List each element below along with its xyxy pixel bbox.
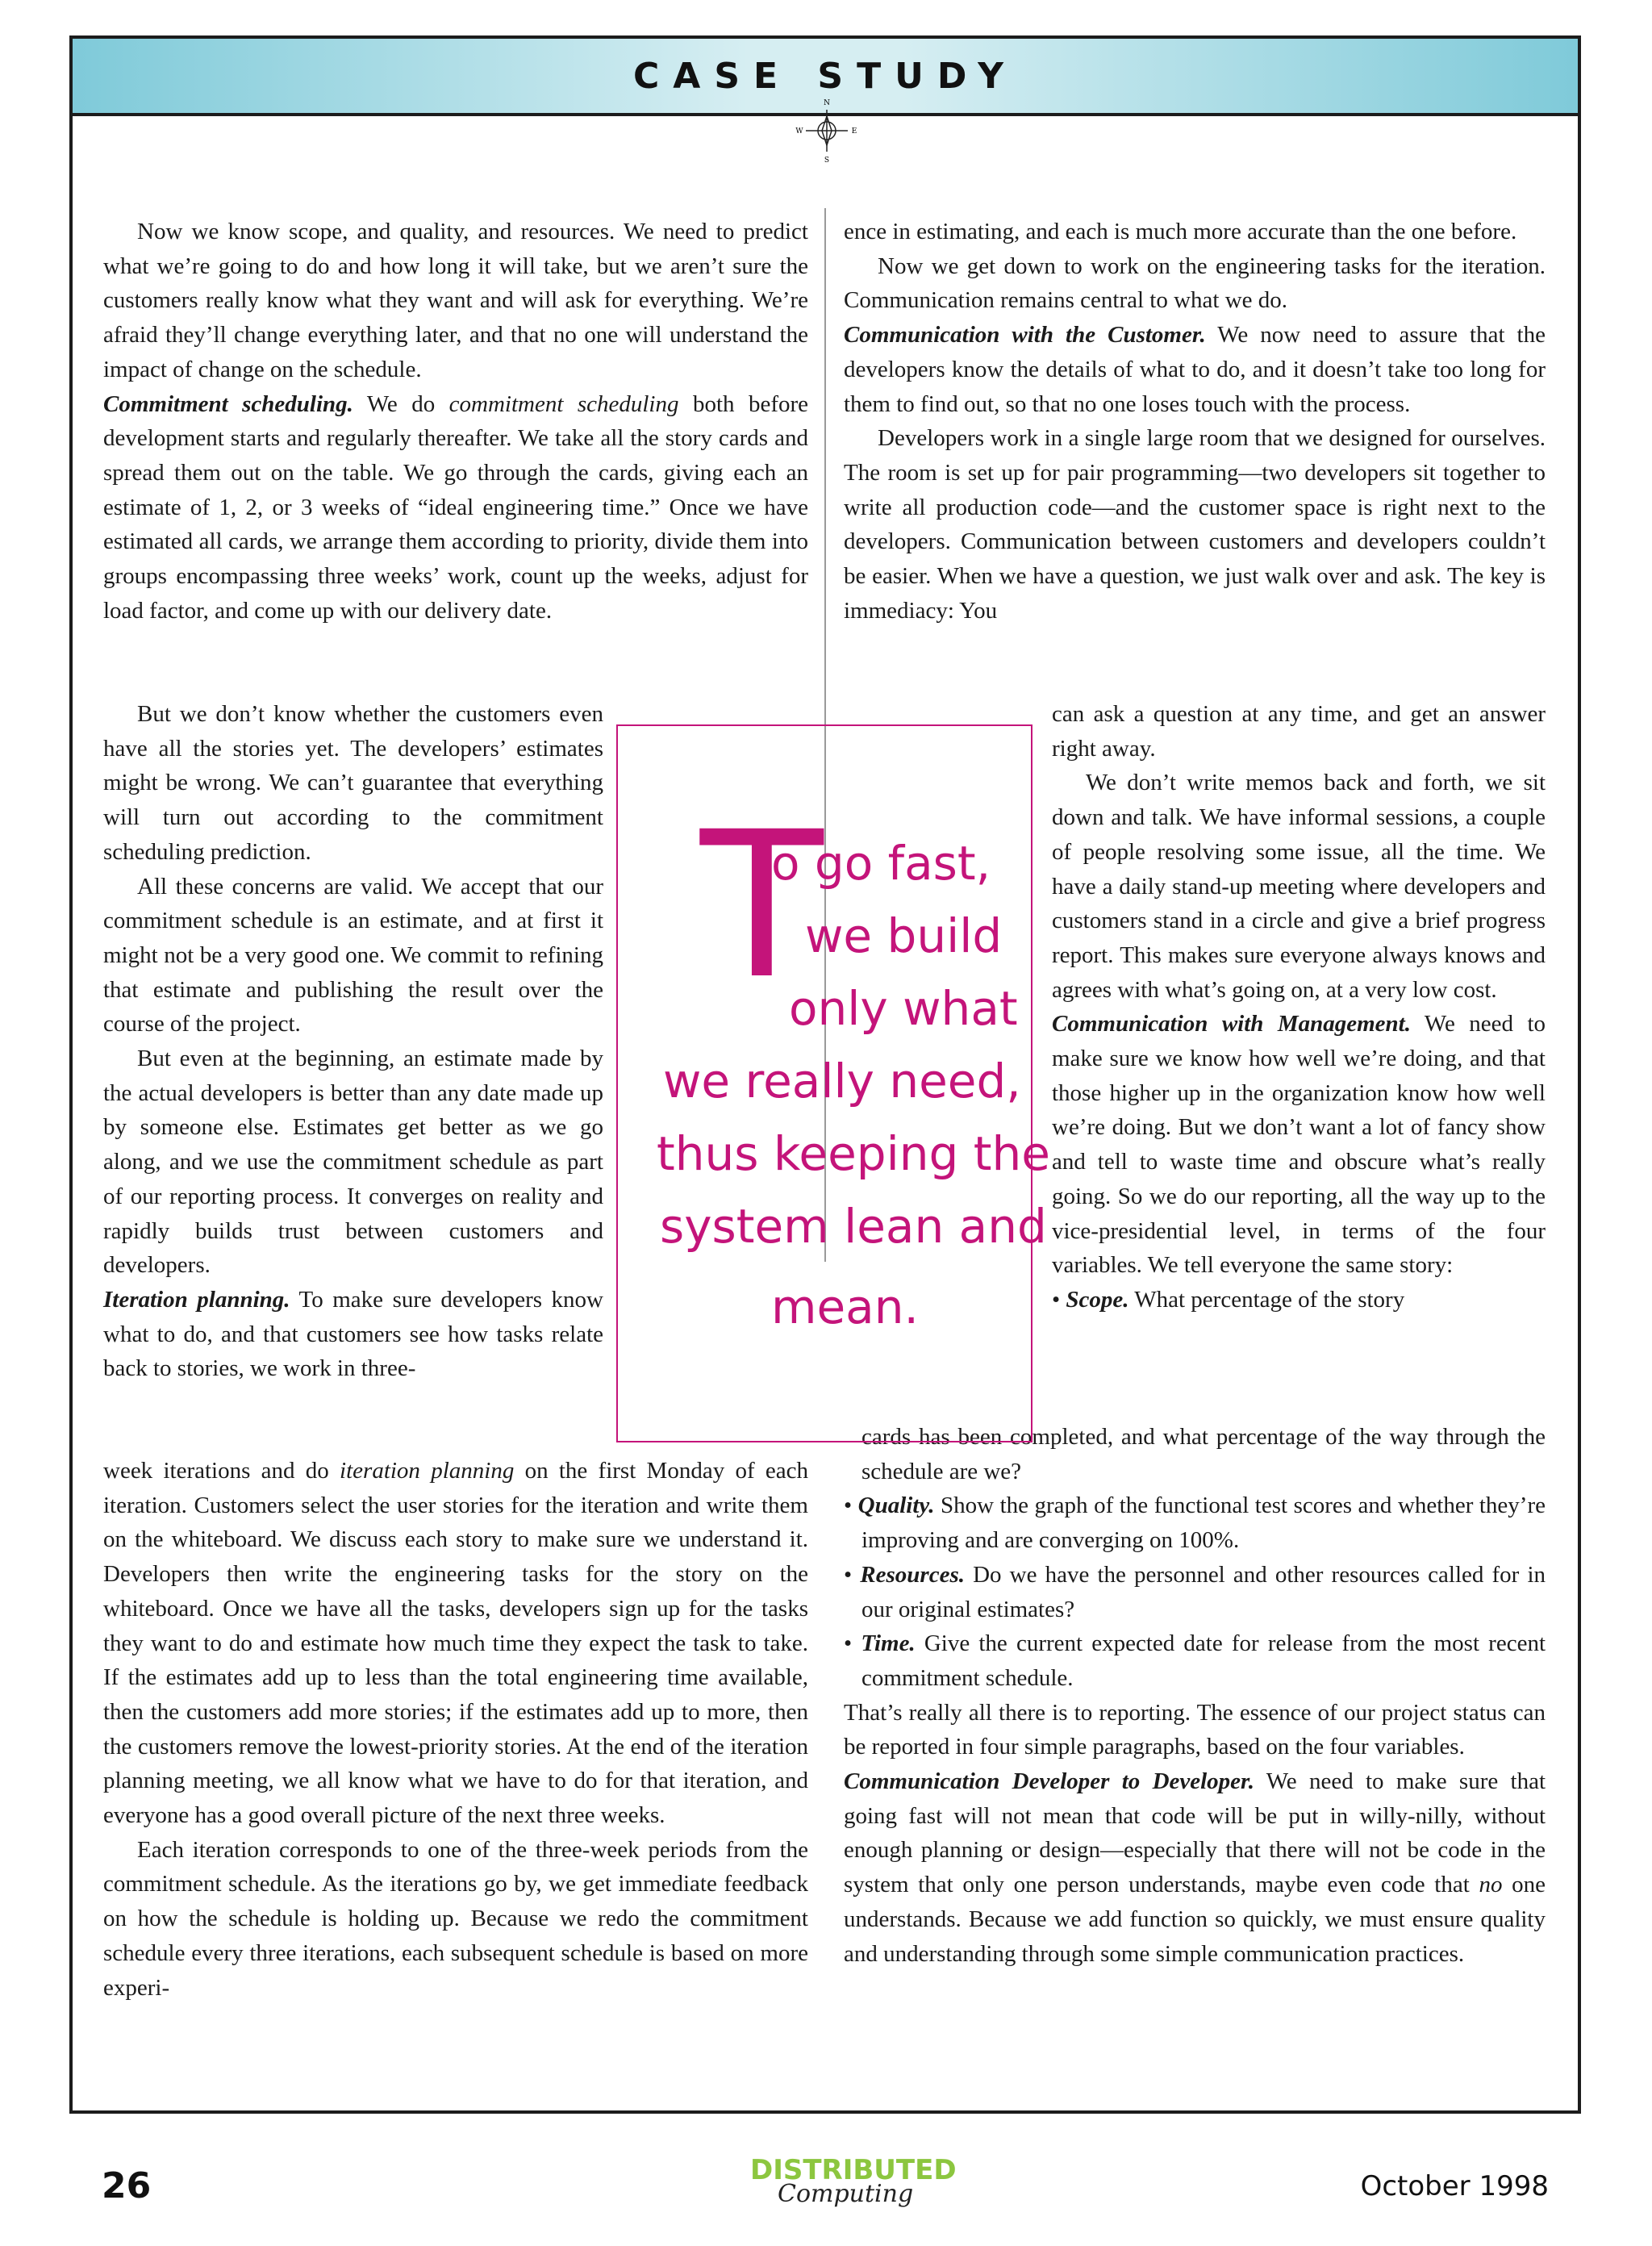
right-column-top bbox=[844, 215, 1546, 628]
paragraph: We don’t write memos back and forth, we sit down and talk. We have informal sessions, a couple of people resolving some issue, all the time. We have a daily stand-up meeting where developers and customers stand in a circle and give a brief progress report. This makes sure everyone always knows and agrees with what’s going on, at a very low cost. bbox=[1052, 770, 1546, 1003]
bullet-item: • Quality. Show the graph of the functional test scores and whether they’re improving and are converging on 100%. bbox=[844, 1492, 1546, 1554]
paragraph: Now we know scope, and quality, and resources. We need to predict what we’re going to do and how long it will take, but we aren’t sure the customers really know what they want and will ask for everything. We’re afraid they’ll change everything later, and that no one will understand the impact of change on the schedule. bbox=[103, 219, 808, 382]
compass-rose-icon bbox=[795, 98, 859, 163]
bullet-item: • Time. Give the current expected date for release from the most recent commitment schedule. bbox=[844, 1630, 1546, 1691]
run-in-heading: Iteration planning. bbox=[103, 1286, 290, 1313]
compass-w: W bbox=[795, 127, 803, 136]
pull-quote-line: mean. bbox=[771, 1280, 919, 1334]
run-in-heading: Commitment scheduling. bbox=[103, 390, 353, 417]
paragraph: Iteration planning. To make sure developers know what to do, and that customers see how tasks relate back to stories, we work in three- bbox=[103, 1286, 603, 1382]
paragraph: But even at the beginning, an estimate made by the actual developers is better than any date made up by someone else. Estimates get better as we go along, and we use the commitment schedule as part of our reporting process. It converges on reality and rapidly builds trust between customers and developers. bbox=[103, 1046, 603, 1279]
paragraph: Now we get down to work on the engineering tasks for the iteration. Communication remains central to what we do. bbox=[844, 253, 1546, 314]
bullet-item: • Resources. Do we have the personnel and other resources called for in our original estimates? bbox=[844, 1561, 1546, 1622]
paragraph: Each iteration corresponds to one of the three-week periods from the commitment schedule. As the iterations go by, we get immediate feedback on how the schedule is holding up. Because we redo the commitment schedule every three iterations, each subsequent schedule is based on more experi- bbox=[103, 1836, 808, 2001]
paragraph: All these concerns are valid. We accept that our commitment schedule is an estimate, and at first it might not be a very good one. We commit to refining that estimate and publishing the result over the course of the project. bbox=[103, 873, 603, 1037]
paragraph: But we don’t know whether the customers even have all the stories yet. The developers’ estimates might be wrong. We can’t guarantee that everything will turn out according to the commitment scheduling prediction. bbox=[103, 701, 603, 865]
left-column-bottom bbox=[103, 1454, 808, 2005]
pull-quote-line: system lean and bbox=[660, 1199, 1047, 1254]
paragraph: week iterations and do iteration planning on the first Monday of each iteration. Customers select the user stories for the iteration and write them on the whiteboard. We discuss each story to make sure we understand it. Developers then write the engineering tasks for the story on the whiteboard. Once we have all the tasks, developers sign up for the tasks they want to do and estimate how much time they expect the task to take. If the estimates add up to less than the total engineering time available, then the customers add more stories; if the estimates add up to more, then the customers remove the lowest-priority stories. At the end of the iteration planning meeting, we all know what we have to do for that iteration, and everyone has a good overall picture of the next three weeks. bbox=[103, 1458, 809, 1829]
publication-logo bbox=[749, 2154, 957, 2211]
paragraph: can ask a question at any time, and get an answer right away. bbox=[1052, 701, 1546, 762]
compass-e: E bbox=[851, 127, 857, 136]
compass-n: N bbox=[824, 99, 830, 107]
paragraph: Communication with the Customer. We now need to assure that the developers know the details of what to do, and it doesn’t take too long for them to find out, so that no one loses touch with the process. bbox=[844, 322, 1546, 417]
right-column-bottom bbox=[844, 1420, 1546, 1971]
paragraph: Communication with Management. We need to make sure we know how well we’re doing, and that those higher up in the organization know how well we’re doing. But we don’t want a lot of fancy show and tell to waste time and obscure what’s really going. So we do our reporting, all the way up to the vice-presidential level, in terms of the four variables. We tell everyone the same story: bbox=[1052, 1011, 1546, 1279]
left-column-narrow bbox=[103, 697, 603, 1386]
paragraph: That’s really all there is to reporting. The essence of our project status can be reported in four simple paragraphs, based on the four variables. bbox=[844, 1699, 1546, 1760]
pull-quote-line: only what bbox=[789, 981, 1018, 1036]
issue-date: October 1998 bbox=[1360, 2170, 1549, 2202]
bullet-item: • Scope. What percentage of the story bbox=[1052, 1286, 1405, 1313]
pull-quote-line: we build bbox=[805, 908, 1003, 963]
run-in-heading: Communication with the Customer. bbox=[844, 322, 1206, 349]
logo-text-bottom: Computing bbox=[778, 2180, 914, 2208]
pull-quote-line: thus keeping the bbox=[657, 1126, 1050, 1181]
page-number: 26 bbox=[102, 2165, 152, 2206]
pull-quote-line: we really need, bbox=[663, 1054, 1021, 1108]
logo-text-top: DISTRIBUTED bbox=[750, 2154, 957, 2186]
pull-quote-line: o go fast, bbox=[771, 836, 991, 891]
left-column-top bbox=[103, 215, 808, 628]
paragraph: Developers work in a single large room that we designed for ourselves. The room is set up for pair programming—two developers sit together to write all production code—and the customer space is right next to the developers. Communication between customers and developers couldn’t be easier. When we have a question, we just walk over and ask. The key is immediacy: You bbox=[844, 425, 1546, 624]
right-column-narrow bbox=[1052, 697, 1546, 1317]
run-in-heading: Communication with Management. bbox=[1052, 1011, 1411, 1037]
run-in-heading: Communication Developer to Developer. bbox=[844, 1768, 1254, 1795]
pull-quote-initial: T bbox=[700, 788, 824, 1023]
paragraph: ence in estimating, and each is much more accurate than the one before. bbox=[844, 219, 1517, 244]
pull-quote-box bbox=[616, 724, 1050, 1442]
bullet-continuation: cards has been completed, and what percentage of the way through the schedule are we? bbox=[861, 1424, 1546, 1484]
section-title: CASE STUDY bbox=[632, 55, 1018, 97]
compass-s: S bbox=[824, 157, 830, 163]
paragraph: Communication Developer to Developer. We need to make sure that going fast will not mean that code will be put in willy-nilly, without enough planning or design—especially that there will not be code in the system that only one person understands, maybe even code that no one understands. Because we add function so quickly, we must ensure quality and understanding through some simple communication practices. bbox=[844, 1768, 1546, 1967]
paragraph: Commitment scheduling. We do commitment scheduling both before development starts and regularly thereafter. We take all the story cards and spread them out on the table. We go through the cards, giving each an estimate of 1, 2, or 3 weeks of “ideal engineering time.” Once we have estimated all cards, we arrange them according to priority, divide them into groups encompassing three weeks’ work, count up the weeks, adjust for load factor, and come up with our delivery date. bbox=[103, 390, 809, 624]
